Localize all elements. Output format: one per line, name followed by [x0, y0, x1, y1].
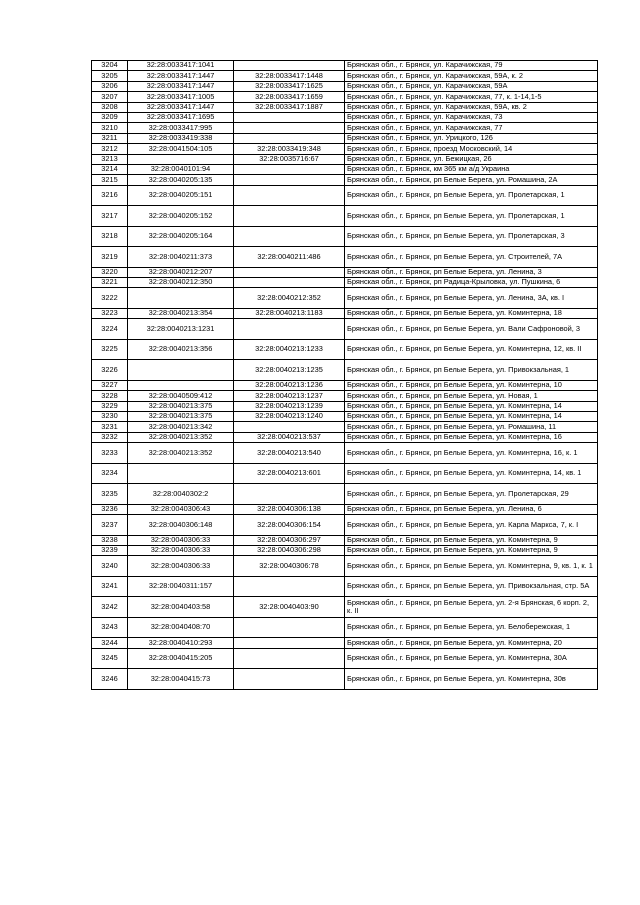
row-number-cell: 3212: [92, 144, 128, 154]
row-number-cell: 3233: [92, 443, 128, 464]
related-cadastral-number-cell: 32:28:0040213:1183: [234, 308, 345, 318]
related-cadastral-number-cell: [234, 648, 345, 669]
cadastral-number-cell: 32:28:0040212:207: [128, 267, 234, 277]
cadastral-number-cell: 32:28:0041504:105: [128, 144, 234, 154]
table-row: [92, 102, 598, 112]
cadastral-number-cell: 32:28:0033419:338: [128, 133, 234, 143]
table-row: [92, 175, 598, 185]
table-row: [92, 515, 598, 536]
related-cadastral-number-cell: 32:28:0033417:1887: [234, 102, 345, 112]
cadastral-number-cell: 32:28:0040205:135: [128, 175, 234, 185]
cadastral-number-cell: [128, 360, 234, 381]
cadastral-number-cell: 32:28:0033417:995: [128, 123, 234, 133]
row-number-cell: 3231: [92, 422, 128, 432]
row-number-cell: 3232: [92, 432, 128, 442]
row-number-cell: 3220: [92, 267, 128, 277]
address-cell: Брянская обл., г. Брянск, рп Белые Берега, ул. Коминтерна, 16, к. 1: [345, 443, 598, 464]
row-number-cell: 3245: [92, 648, 128, 669]
table-row: [92, 92, 598, 102]
cadastral-number-cell: 32:28:0040213:352: [128, 432, 234, 442]
cadastral-number-cell: 32:28:0033417:1447: [128, 71, 234, 81]
table-row: [92, 380, 598, 390]
related-cadastral-number-cell: 32:28:0035716:67: [234, 154, 345, 164]
row-number-cell: 3222: [92, 288, 128, 309]
related-cadastral-number-cell: [234, 175, 345, 185]
table-row: [92, 278, 598, 288]
cadastral-number-cell: 32:28:0033417:1005: [128, 92, 234, 102]
cadastral-number-cell: 32:28:0040213:342: [128, 422, 234, 432]
row-number-cell: 3211: [92, 133, 128, 143]
row-number-cell: 3210: [92, 123, 128, 133]
related-cadastral-number-cell: 32:28:0040213:601: [234, 463, 345, 484]
table-row: [92, 154, 598, 164]
table-row: [92, 412, 598, 422]
address-cell: Брянская обл., г. Брянск, рп Белые Берега, ул. Пролетарская, 3: [345, 226, 598, 247]
address-cell: Брянская обл., г. Брянск, рп Белые Берега, ул. Коминтерна, 14: [345, 401, 598, 411]
table-row: [92, 648, 598, 669]
table-row: [92, 535, 598, 545]
cadastral-number-cell: 32:28:0040415:205: [128, 648, 234, 669]
address-cell: Брянская обл., г. Брянск, рп Белые Берега, ул. Коминтерна, 30А: [345, 648, 598, 669]
related-cadastral-number-cell: [234, 112, 345, 122]
address-cell: Брянская обл., г. Брянск, рп Белые Берега, ул. Ленина, 3: [345, 267, 598, 277]
cadastral-number-cell: [128, 288, 234, 309]
table-row: [92, 638, 598, 648]
row-number-cell: 3242: [92, 597, 128, 618]
row-number-cell: 3206: [92, 81, 128, 91]
table-row: [92, 226, 598, 247]
related-cadastral-number-cell: 32:28:0040306:78: [234, 556, 345, 577]
address-cell: Брянская обл., г. Брянск, ул. Карачижская, 73: [345, 112, 598, 122]
table-row: [92, 112, 598, 122]
row-number-cell: 3243: [92, 617, 128, 638]
table-row: [92, 597, 598, 618]
address-cell: Брянская обл., г. Брянск, ул. Карачижская, 59А: [345, 81, 598, 91]
cadastral-number-cell: 32:28:0040213:1231: [128, 319, 234, 340]
related-cadastral-number-cell: [234, 422, 345, 432]
address-cell: Брянская обл., г. Брянск, рп Белые Берега, ул. Коминтерна, 30в: [345, 669, 598, 690]
table-row: [92, 443, 598, 464]
address-cell: Брянская обл., г. Брянск, рп Белые Берега, ул. Строителей, 7А: [345, 247, 598, 268]
table-row: [92, 617, 598, 638]
table-row: [92, 545, 598, 555]
cadastral-number-cell: 32:28:0040213:354: [128, 308, 234, 318]
related-cadastral-number-cell: [234, 669, 345, 690]
related-cadastral-number-cell: 32:28:0040213:1237: [234, 391, 345, 401]
row-number-cell: 3205: [92, 71, 128, 81]
address-cell: Брянская обл., г. Брянск, рп Белые Берега, ул. Привокзальная, стр. 5А: [345, 576, 598, 597]
address-cell: Брянская обл., г. Брянск, рп Белые Берега, ул. Белобережская, 1: [345, 617, 598, 638]
related-cadastral-number-cell: 32:28:0033417:1448: [234, 71, 345, 81]
cadastral-number-cell: 32:28:0040302:2: [128, 484, 234, 505]
related-cadastral-number-cell: 32:28:0040213:1239: [234, 401, 345, 411]
table-row: [92, 484, 598, 505]
table-row: [92, 556, 598, 577]
related-cadastral-number-cell: 32:28:0040213:537: [234, 432, 345, 442]
cadastral-number-cell: 32:28:0040213:356: [128, 339, 234, 360]
address-cell: Брянская обл., г. Брянск, проезд Московский, 14: [345, 144, 598, 154]
related-cadastral-number-cell: [234, 484, 345, 505]
address-cell: Брянская обл., г. Брянск, рп Белые Берега, ул. Коминтерна, 18: [345, 308, 598, 318]
address-cell: Брянская обл., г. Брянск, рп Белые Берега, ул. Коминтерна, 12, кв. II: [345, 339, 598, 360]
row-number-cell: 3228: [92, 391, 128, 401]
table-row: [92, 360, 598, 381]
address-cell: Брянская обл., г. Брянск, рп Белые Берега, ул. Ромашина, 2А: [345, 175, 598, 185]
table-row: [92, 123, 598, 133]
table-row: [92, 206, 598, 227]
address-cell: Брянская обл., г. Брянск, ул. Карачижская, 59А, к. 2: [345, 71, 598, 81]
cadastral-number-cell: 32:28:0040205:151: [128, 185, 234, 206]
address-cell: Брянская обл., г. Брянск, рп Белые Берега, ул. Коминтерна, 9, кв. 1, к. 1: [345, 556, 598, 577]
related-cadastral-number-cell: [234, 61, 345, 71]
table-row: [92, 164, 598, 174]
row-number-cell: 3238: [92, 535, 128, 545]
row-number-cell: 3204: [92, 61, 128, 71]
row-number-cell: 3215: [92, 175, 128, 185]
cadastral-number-cell: 32:28:0040306:43: [128, 504, 234, 514]
related-cadastral-number-cell: [234, 185, 345, 206]
table-row: [92, 463, 598, 484]
related-cadastral-number-cell: 32:28:0040403:90: [234, 597, 345, 618]
row-number-cell: 3224: [92, 319, 128, 340]
address-cell: Брянская обл., г. Брянск, рп Белые Берега, ул. Коминтерна, 9: [345, 535, 598, 545]
row-number-cell: 3225: [92, 339, 128, 360]
row-number-cell: 3226: [92, 360, 128, 381]
cadastral-number-cell: [128, 154, 234, 164]
address-cell: Брянская обл., г. Брянск, рп Белые Берега, ул. Коминтерна, 20: [345, 638, 598, 648]
related-cadastral-number-cell: [234, 576, 345, 597]
related-cadastral-number-cell: [234, 267, 345, 277]
address-cell: Брянская обл., г. Брянск, рп Белые Берега, ул. Коминтерна, 14, кв. 1: [345, 463, 598, 484]
row-number-cell: 3236: [92, 504, 128, 514]
cadastral-number-cell: 32:28:0033417:1041: [128, 61, 234, 71]
related-cadastral-number-cell: 32:28:0040211:486: [234, 247, 345, 268]
cadastral-number-cell: 32:28:0040213:375: [128, 401, 234, 411]
cadastral-number-cell: 32:28:0040311:157: [128, 576, 234, 597]
row-number-cell: 3213: [92, 154, 128, 164]
row-number-cell: 3227: [92, 380, 128, 390]
table-row: [92, 144, 598, 154]
related-cadastral-number-cell: 32:28:0040306:154: [234, 515, 345, 536]
address-cell: Брянская обл., г. Брянск, рп Белые Берега, ул. Коминтерна, 10: [345, 380, 598, 390]
table-row: [92, 288, 598, 309]
table-row: [92, 133, 598, 143]
row-number-cell: 3207: [92, 92, 128, 102]
table-row: [92, 61, 598, 71]
related-cadastral-number-cell: 32:28:0040212:352: [234, 288, 345, 309]
address-cell: Брянская обл., г. Брянск, рп Белые Берега, ул. Пролетарская, 1: [345, 185, 598, 206]
cadastral-number-cell: [128, 463, 234, 484]
related-cadastral-number-cell: [234, 226, 345, 247]
cadastral-number-cell: 32:28:0040306:33: [128, 545, 234, 555]
row-number-cell: 3216: [92, 185, 128, 206]
table-row: [92, 308, 598, 318]
address-cell: Брянская обл., г. Брянск, рп Белые Берега, ул. Коминтерна, 16: [345, 432, 598, 442]
cadastral-number-cell: 32:28:0040415:73: [128, 669, 234, 690]
related-cadastral-number-cell: 32:28:0040213:1236: [234, 380, 345, 390]
row-number-cell: 3237: [92, 515, 128, 536]
address-cell: Брянская обл., г. Брянск, рп Белые Берега, ул. 2-я Брянская, 6 корп. 2, к. II: [345, 597, 598, 618]
cadastral-number-cell: 32:28:0033417:1447: [128, 102, 234, 112]
related-cadastral-number-cell: 32:28:0040213:1240: [234, 412, 345, 422]
related-cadastral-number-cell: [234, 164, 345, 174]
cadastral-number-cell: 32:28:0040306:33: [128, 556, 234, 577]
related-cadastral-number-cell: 32:28:0033419:348: [234, 144, 345, 154]
table-row: [92, 319, 598, 340]
row-number-cell: 3214: [92, 164, 128, 174]
related-cadastral-number-cell: [234, 638, 345, 648]
address-cell: Брянская обл., г. Брянск, рп Белые Берега, ул. Новая, 1: [345, 391, 598, 401]
address-cell: Брянская обл., г. Брянск, рп Белые Берега, ул. Ромашина, 11: [345, 422, 598, 432]
cadastral-number-cell: 32:28:0040410:293: [128, 638, 234, 648]
table-row: [92, 422, 598, 432]
address-cell: Брянская обл., г. Брянск, км 365 км а/д Украина: [345, 164, 598, 174]
cadastral-number-cell: 32:28:0033417:1695: [128, 112, 234, 122]
related-cadastral-number-cell: [234, 133, 345, 143]
cadastral-number-cell: 32:28:0040509:412: [128, 391, 234, 401]
row-number-cell: 3223: [92, 308, 128, 318]
table-row: [92, 669, 598, 690]
cadastral-number-cell: 32:28:0040101:94: [128, 164, 234, 174]
address-cell: Брянская обл., г. Брянск, рп Белые Берега, ул. Карла Маркса, 7, к. I: [345, 515, 598, 536]
row-number-cell: 3230: [92, 412, 128, 422]
related-cadastral-number-cell: [234, 617, 345, 638]
table-row: [92, 432, 598, 442]
related-cadastral-number-cell: [234, 319, 345, 340]
row-number-cell: 3221: [92, 278, 128, 288]
row-number-cell: 3239: [92, 545, 128, 555]
table-row: [92, 339, 598, 360]
address-cell: Брянская обл., г. Брянск, рп Белые Берега, ул. Пролетарская, 29: [345, 484, 598, 505]
row-number-cell: 3240: [92, 556, 128, 577]
address-cell: Брянская обл., г. Брянск, ул. Карачижская, 79: [345, 61, 598, 71]
table-row: [92, 71, 598, 81]
cadastral-number-cell: 32:28:0040211:373: [128, 247, 234, 268]
table-row: [92, 576, 598, 597]
address-cell: Брянская обл., г. Брянск, рп Белые Берега, ул. Вали Сафроновой, 3: [345, 319, 598, 340]
row-number-cell: 3209: [92, 112, 128, 122]
cadastral-number-cell: 32:28:0040403:58: [128, 597, 234, 618]
address-cell: Брянская обл., г. Брянск, рп Белые Берега, ул. Коминтерна, 9: [345, 545, 598, 555]
row-number-cell: 3229: [92, 401, 128, 411]
address-cell: Брянская обл., г. Брянск, рп Белые Берега, ул. Привокзальная, 1: [345, 360, 598, 381]
registry-table-body: [92, 61, 598, 690]
related-cadastral-number-cell: [234, 206, 345, 227]
address-cell: Брянская обл., г. Брянск, рп Белые Берега, ул. Пролетарская, 1: [345, 206, 598, 227]
row-number-cell: 3244: [92, 638, 128, 648]
related-cadastral-number-cell: [234, 278, 345, 288]
address-cell: Брянская обл., г. Брянск, рп Белые Берега, ул. Ленина, 3А, кв. I: [345, 288, 598, 309]
related-cadastral-number-cell: 32:28:0040213:1233: [234, 339, 345, 360]
row-number-cell: 3246: [92, 669, 128, 690]
table-row: [92, 504, 598, 514]
table-row: [92, 401, 598, 411]
related-cadastral-number-cell: 32:28:0040306:297: [234, 535, 345, 545]
address-cell: Брянская обл., г. Брянск, рп Белые Берега, ул. Ленина, 6: [345, 504, 598, 514]
row-number-cell: 3235: [92, 484, 128, 505]
address-cell: Брянская обл., г. Брянск, рп Радица-Крыловка, ул. Пушкина, 6: [345, 278, 598, 288]
row-number-cell: 3217: [92, 206, 128, 227]
cadastral-number-cell: 32:28:0040205:164: [128, 226, 234, 247]
address-cell: Брянская обл., г. Брянск, ул. Карачижская, 59А, кв. 2: [345, 102, 598, 112]
related-cadastral-number-cell: 32:28:0040306:138: [234, 504, 345, 514]
cadastral-number-cell: 32:28:0040213:375: [128, 412, 234, 422]
row-number-cell: 3241: [92, 576, 128, 597]
cadastral-number-cell: 32:28:0040213:352: [128, 443, 234, 464]
related-cadastral-number-cell: 32:28:0033417:1659: [234, 92, 345, 102]
row-number-cell: 3219: [92, 247, 128, 268]
address-cell: Брянская обл., г. Брянск, ул. Бежицкая, 26: [345, 154, 598, 164]
related-cadastral-number-cell: 32:28:0040213:1235: [234, 360, 345, 381]
cadastral-number-cell: 32:28:0040408:70: [128, 617, 234, 638]
address-cell: Брянская обл., г. Брянск, ул. Карачижская, 77, к. 1-14,1-5: [345, 92, 598, 102]
cadastral-number-cell: [128, 380, 234, 390]
address-cell: Брянская обл., г. Брянск, рп Белые Берега, ул. Коминтерна, 14: [345, 412, 598, 422]
table-row: [92, 185, 598, 206]
row-number-cell: 3208: [92, 102, 128, 112]
cadastral-number-cell: 32:28:0040205:152: [128, 206, 234, 227]
row-number-cell: 3218: [92, 226, 128, 247]
address-cell: Брянская обл., г. Брянск, ул. Карачижская, 77: [345, 123, 598, 133]
cadastral-number-cell: 32:28:0033417:1447: [128, 81, 234, 91]
related-cadastral-number-cell: 32:28:0040213:540: [234, 443, 345, 464]
table-row: [92, 267, 598, 277]
cadastral-number-cell: 32:28:0040212:350: [128, 278, 234, 288]
row-number-cell: 3234: [92, 463, 128, 484]
table-row: [92, 391, 598, 401]
registry-table: [91, 60, 598, 690]
related-cadastral-number-cell: 32:28:0040306:298: [234, 545, 345, 555]
address-cell: Брянская обл., г. Брянск, ул. Урицкого, 126: [345, 133, 598, 143]
related-cadastral-number-cell: [234, 123, 345, 133]
table-row: [92, 247, 598, 268]
cadastral-number-cell: 32:28:0040306:148: [128, 515, 234, 536]
cadastral-number-cell: 32:28:0040306:33: [128, 535, 234, 545]
table-row: [92, 81, 598, 91]
related-cadastral-number-cell: 32:28:0033417:1625: [234, 81, 345, 91]
